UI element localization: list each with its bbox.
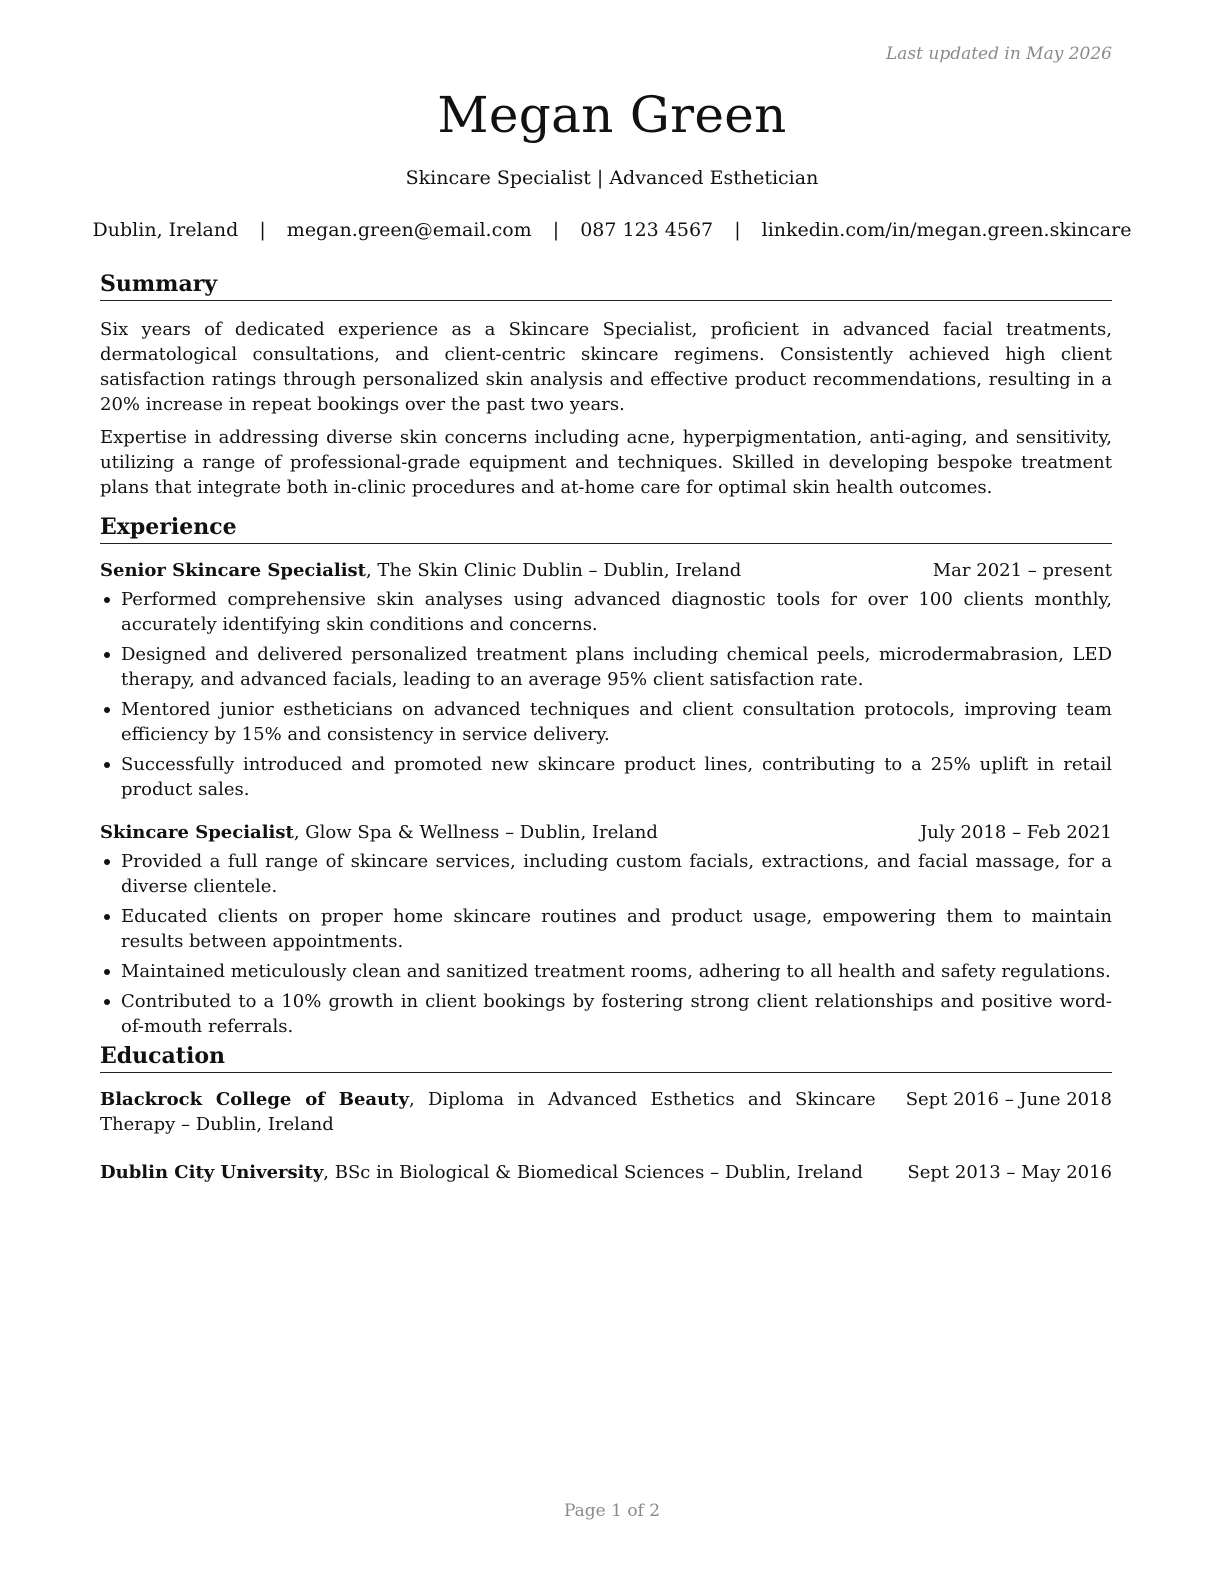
education-entry	[100, 1087, 1112, 1137]
contact-separator: |	[259, 219, 266, 241]
contact-separator: |	[734, 219, 741, 241]
list-item: Successfully introduced and promoted new skincare product lines, contributing to a 25% uplift in retail product sales.	[100, 752, 1112, 802]
job-organization: , The Skin Clinic Dublin – Dublin, Ireland	[365, 560, 742, 581]
job-organization: , Glow Spa & Wellness – Dublin, Ireland	[293, 822, 658, 843]
job-bullets	[100, 587, 1112, 802]
bullet-icon	[104, 707, 110, 713]
summary-paragraph: Expertise in addressing diverse skin concerns including acne, hyperpigmentation, anti-aging, and sensitivity, utilizing a range of professional-grade equipment and techniques. Skilled in developing bespoke treatment plans that integrate both in-clinic procedures and at-home care for optimal skin health outcomes.	[100, 427, 1112, 498]
list-item: Contributed to a 10% growth in client bookings by fostering strong client relationships and positive word-of-mouth referrals.	[100, 989, 1112, 1039]
education-section	[100, 1042, 1112, 1185]
experience-section	[100, 513, 1112, 1044]
page-number: Page 1 of 2	[563, 1501, 661, 1521]
list-item: Maintained meticulously clean and sanitized treatment rooms, adhering to all health and safety regulations.	[100, 959, 1112, 984]
job-header	[100, 820, 1112, 845]
list-item: Designed and delivered personalized treatment plans including chemical peels, microdermabrasion, LED therapy, and advanced facials, leading to an average 95% client satisfaction rate.	[100, 642, 1112, 692]
list-item: Performed comprehensive skin analyses using advanced diagnostic tools for over 100 clients monthly, accurately identifying skin conditions and concerns.	[100, 587, 1112, 637]
bullet-icon	[104, 914, 110, 920]
job-header	[100, 558, 1112, 583]
school-detail: , BSc in Biological & Biomedical Sciences – Dublin, Ireland	[323, 1162, 863, 1183]
contact-email-link[interactable]: megan.green@email.com	[286, 219, 532, 241]
bullet-icon	[104, 762, 110, 768]
contact-separator: |	[552, 219, 560, 241]
candidate-name: Megan Green	[437, 86, 787, 144]
contact-linkedin-link[interactable]: linkedin.com/in/megan.green.skincare	[761, 219, 1132, 241]
job-entry	[100, 558, 1112, 802]
list-item: Educated clients on proper home skincare routines and product usage, empowering them to maintain results between appointments.	[100, 904, 1112, 954]
bullet-icon	[104, 999, 110, 1005]
summary-section	[100, 270, 1112, 500]
experience-heading: Experience	[100, 513, 1112, 544]
job-bullets	[100, 849, 1112, 1039]
school-detail: , Diploma in Advanced Esthetics and Skincare Therapy – Dublin, Ireland	[100, 1089, 876, 1135]
bullet-icon	[104, 652, 110, 658]
list-item: Mentored junior estheticians on advanced techniques and client consultation protocols, improving team efficiency by 15% and consistency in service delivery.	[100, 697, 1112, 747]
job-entry	[100, 820, 1112, 1039]
education-dates: Sept 2013 – May 2016	[907, 1162, 1112, 1183]
list-item: Provided a full range of skincare services, including custom facials, extractions, and facial massage, for a diverse clientele.	[100, 849, 1112, 899]
school-name: Dublin City University	[100, 1162, 324, 1183]
education-entry	[100, 1160, 1112, 1185]
last-updated-note: Last updated in May 2026	[885, 44, 1112, 64]
job-role: Skincare Specialist	[100, 822, 294, 843]
education-dates: Sept 2016 – June 2018	[905, 1089, 1112, 1110]
bullet-icon	[104, 969, 110, 975]
bullet-icon	[104, 597, 110, 603]
summary-heading: Summary	[100, 270, 1112, 301]
candidate-headline: Skincare Specialist | Advanced Esthetician	[405, 167, 819, 189]
summary-paragraph: Six years of dedicated experience as a Skincare Specialist, proficient in advanced facial treatments, dermatological consultations, and client-centric skincare regimens. Consistently achieved high client satisfaction ratings through personalized skin analysis and effective product recommendations, resulting in a 20% increase in repeat bookings over the past two years.	[100, 319, 1112, 415]
contact-location: Dublin, Ireland	[92, 219, 239, 241]
bullet-icon	[104, 859, 110, 865]
contact-line	[0, 219, 1224, 241]
education-heading: Education	[100, 1042, 1112, 1073]
job-dates: Mar 2021 – present	[932, 560, 1112, 581]
school-name: Blackrock College of Beauty	[100, 1089, 409, 1110]
job-role: Senior Skincare Specialist	[100, 560, 366, 581]
contact-phone: 087 123 4567	[580, 219, 714, 241]
job-dates: July 2018 – Feb 2021	[920, 822, 1112, 843]
